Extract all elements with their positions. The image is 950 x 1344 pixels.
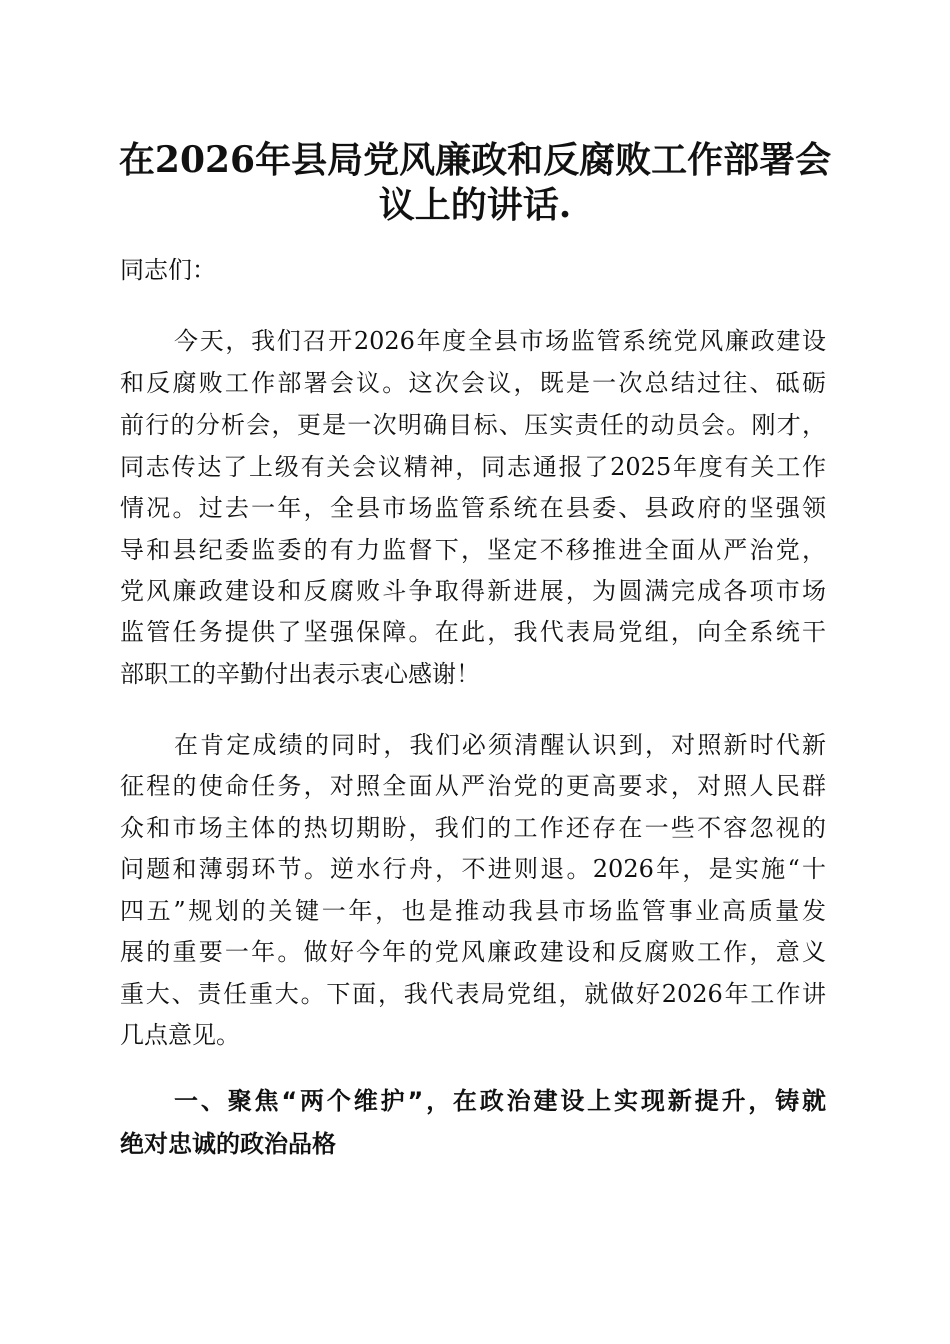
paragraph-line: 前行的分析会，更是一次明确目标、压实责任的动员会。刚才， xyxy=(120,411,826,439)
paragraph-line: 四五”规划的关键一年，也是推动我县市场监管事业高质量发 xyxy=(120,897,826,925)
paragraph-line: 众和市场主体的热切期盼，我们的工作还存在一些不容忽视的 xyxy=(120,814,826,842)
paragraph-line: 监管任务提供了坚强保障。在此，我代表局党组，向全系统干 xyxy=(120,618,826,646)
paragraph-line: 展的重要一年。做好今年的党风廉政建设和反腐败工作，意义 xyxy=(120,938,826,966)
paragraph-line: 导和县纪委监委的有力监督下，坚定不移推进全面从严治党， xyxy=(120,536,826,564)
paragraph-line: 同志传达了上级有关会议精神，同志通报了2025年度有关工作 xyxy=(120,453,826,481)
paragraph-line: 重大、责任重大。下面，我代表局党组，就做好2026年工作讲 xyxy=(120,980,826,1008)
paragraph-line: 几点意见。 xyxy=(120,1021,240,1049)
paragraph-line: 党风廉政建设和反腐败斗争取得新进展，为圆满完成各项市场 xyxy=(120,577,826,605)
paragraph-line: 在肯定成绩的同时，我们必须清醒认识到，对照新时代新 xyxy=(174,731,826,759)
paragraph-line: 和反腐败工作部署会议。这次会议，既是一次总结过往、砥砺 xyxy=(120,369,826,397)
section-heading-line: 一、聚焦“两个维护”，在政治建设上实现新提升，铸就 xyxy=(174,1087,826,1115)
document-title xyxy=(110,138,840,228)
paragraph-line: 今天，我们召开2026年度全县市场监管系统党风廉政建设 xyxy=(174,327,826,355)
title-line: 议上的讲话. xyxy=(378,184,572,226)
salutation: 同志们： xyxy=(120,256,216,284)
paragraph-line: 部职工的辛勤付出表示衷心感谢！ xyxy=(120,660,480,688)
paragraph-line: 征程的使命任务，对照全面从严治党的更高要求，对照人民群 xyxy=(120,772,826,800)
title-line: 在2026年县局党风廉政和反腐败工作部署会 xyxy=(118,139,832,181)
paragraph-line: 情况。过去一年，全县市场监管系统在县委、县政府的坚强领 xyxy=(120,494,826,522)
section-heading-line: 绝对忠诚的政治品格 xyxy=(120,1130,336,1158)
paragraph-line: 问题和薄弱环节。逆水行舟，不进则退。2026年，是实施“十 xyxy=(120,855,826,883)
